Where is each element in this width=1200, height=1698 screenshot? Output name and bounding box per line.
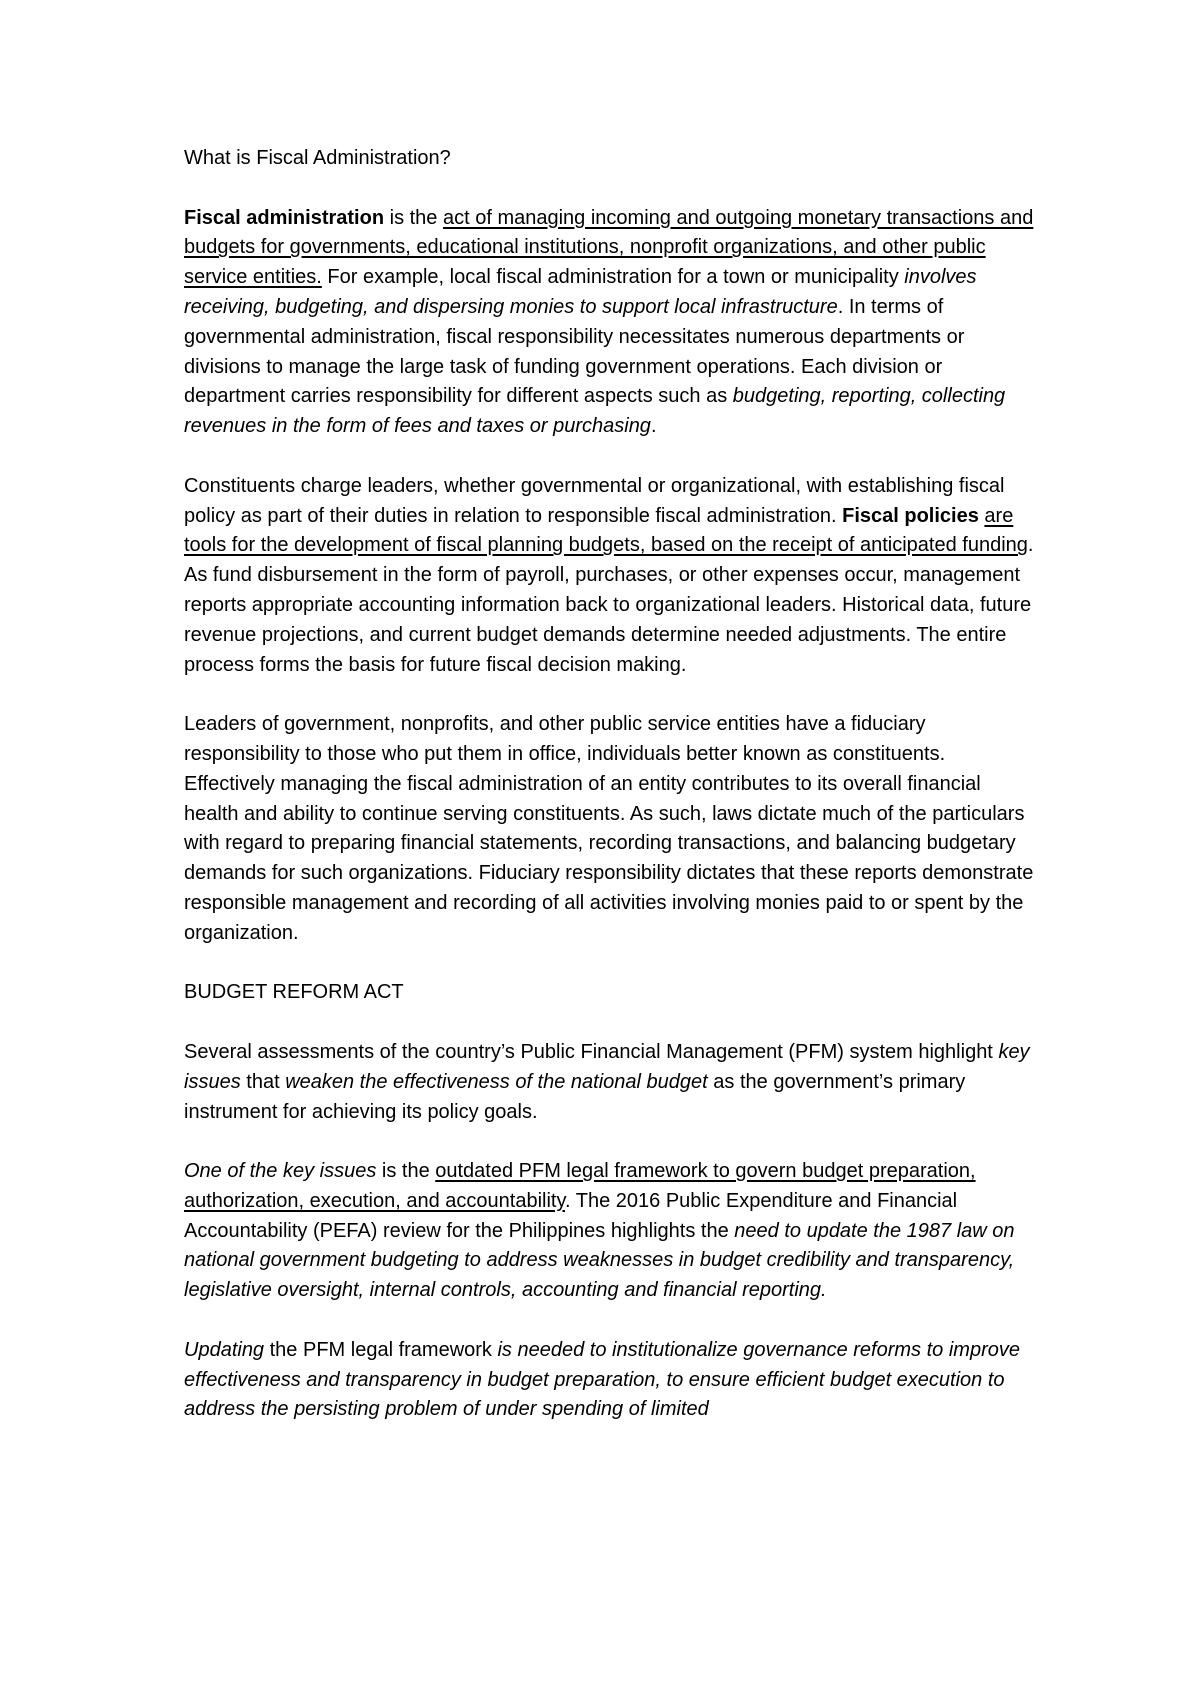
emphasis-is-needed: is needed to institutionalize governance reforms to improve effectiveness and transparency in budget preparation, to ensure efficient budget execution to address the persisting problem of under spending of limited xyxy=(184,1338,1020,1421)
definition-fiscal-administration: act of managing incoming and outgoing monetary transactions and budgets for governments, educational institutions, nonprofit organizations, and other public service entities. xyxy=(184,206,1034,289)
text-run: . The 2016 Public Expenditure and Financial Accountability (PEFA) review for the Philippines highlights the xyxy=(184,1189,958,1242)
paragraph-fiduciary-responsibility: Leaders of government, nonprofits, and other public service entities have a fiduciary responsibility to those who put them in office, individuals better known as constituents. Effectively managing the fiscal administration of an entity contributes to its overall financial health and ability to continue serving constituents. As such, laws dictate much of the particulars with regard to preparing financial statements, recording transactions, and balancing budgetary demands for such organizations. Fiduciary responsibility dictates that these reports demonstrate responsible management and recording of all activities involving monies paid to or spent by the organization. xyxy=(184,713,1034,944)
text-run: . In terms of governmental administration, fiscal responsibility necessitates numerous departments or divisions to manage the large task of funding government operations. Each division or department carries responsibility for different aspects such as xyxy=(184,295,965,408)
text-run: is the xyxy=(384,206,443,229)
document-body xyxy=(184,144,1034,1455)
text-run: Constituents charge leaders, whether governmental or organizational, with establishing fiscal policy as part of their duties in relation to responsible fiscal administration. xyxy=(184,474,1005,527)
text-run: as the government’s primary instrument for achieving its policy goals. xyxy=(184,1070,966,1123)
text-run: is the xyxy=(376,1160,436,1183)
text-run: . xyxy=(650,415,657,438)
document-title: What is Fiscal Administration? xyxy=(184,147,451,169)
underline-outdated-framework: outdated PFM legal framework to govern budget preparation, authorization, execution, and accountability xyxy=(184,1160,976,1212)
text-run: For example, local fiscal administration for a town or municipality xyxy=(321,266,905,289)
emphasis-updating: Updating xyxy=(184,1338,265,1361)
paragraph-updating-framework xyxy=(184,1336,1034,1425)
term-fiscal-administration: Fiscal administration xyxy=(184,206,385,229)
emphasis-key-issues: key issues xyxy=(184,1040,1030,1093)
emphasis-aspects: budgeting, reporting, collecting revenues in the form of fees and taxes or purchasing xyxy=(184,385,1006,438)
section-heading-budget-reform-act: BUDGET REFORM ACT xyxy=(184,981,404,1004)
paragraph-fiscal-policies xyxy=(184,472,1034,681)
term-fiscal-policies: Fiscal policies xyxy=(842,504,979,527)
emphasis-one-of-key-issues: One of the key issues xyxy=(184,1160,377,1183)
paragraph-key-issue-legal-framework xyxy=(184,1157,1034,1306)
emphasis-local-infrastructure: involves receiving, budgeting, and dispersing monies to support local infrastructure xyxy=(184,266,977,318)
text-run: . As fund disbursement in the form of payroll, purchases, or other expenses occur, management reports appropriate accounting information back to organizational leaders. Historical data, future revenue projections, and current budget demands determine needed adjustments. The entire process forms the basis for future fiscal decision making. xyxy=(184,534,1034,676)
text-run: the PFM legal framework xyxy=(264,1338,498,1361)
paragraph-pfm-assessments xyxy=(184,1038,1034,1127)
paragraph-fiscal-administration xyxy=(184,204,1034,442)
text-run: that xyxy=(240,1070,286,1093)
emphasis-weaken-effectiveness: weaken the effectiveness of the national budget xyxy=(285,1070,708,1093)
definition-fiscal-policies: are tools for the development of fiscal planning budgets, based on the receipt of anticipated funding xyxy=(184,504,1028,557)
text-run: Several assessments of the country’s Public Financial Management (PFM) system highlight xyxy=(184,1040,999,1063)
emphasis-need-to-update: need to update the 1987 law on national government budgeting to address weaknesses in budget credibility and transparency, legislative oversight, internal controls, accounting and financial reporting. xyxy=(184,1219,1015,1302)
